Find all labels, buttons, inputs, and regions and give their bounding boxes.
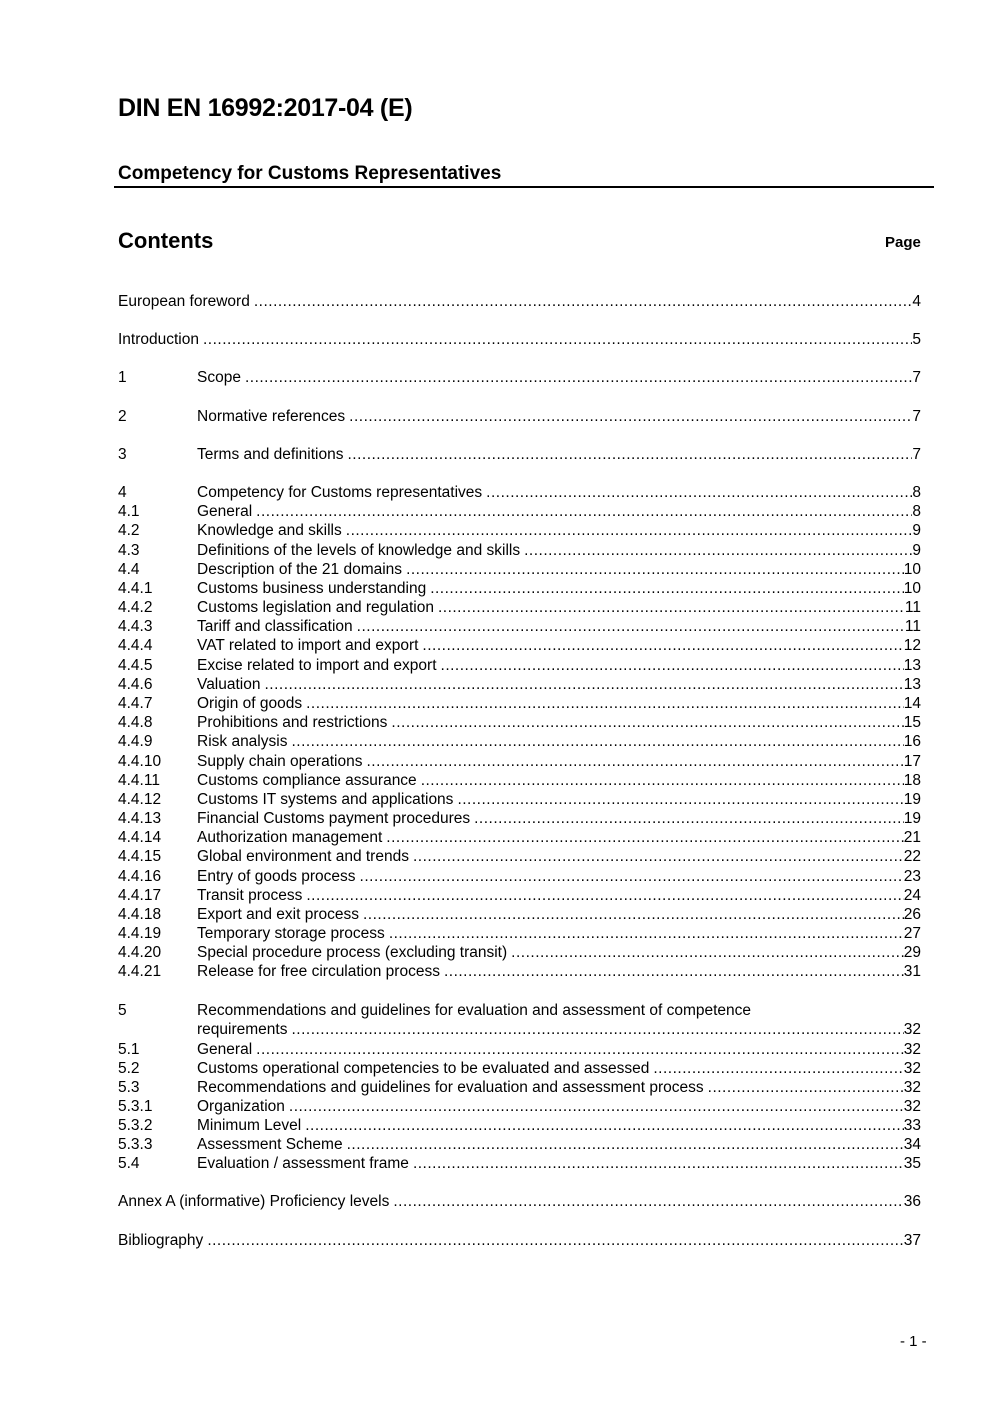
toc-entry[interactable] xyxy=(118,905,921,925)
toc-entry-label: Special procedure process (excluding transit) xyxy=(197,944,508,961)
toc-entry-label: Organization xyxy=(197,1098,285,1115)
toc-entry-label: Competency for Customs representatives xyxy=(197,484,483,501)
toc-dot-leader xyxy=(413,847,904,867)
toc-entry-page: 10 xyxy=(903,580,921,597)
toc-entry-page: 13 xyxy=(903,676,921,693)
toc-dot-leader xyxy=(207,1231,903,1251)
toc-entry-number: 5.1 xyxy=(118,1041,140,1058)
toc-entry[interactable] xyxy=(118,292,921,312)
toc-entry-label: General xyxy=(197,503,253,520)
toc-entry[interactable] xyxy=(118,809,921,829)
toc-entry[interactable] xyxy=(118,713,921,733)
toc-entry-label: Terms and definitions xyxy=(197,446,344,463)
toc-entry-label: requirements xyxy=(197,1021,288,1038)
toc-dot-leader xyxy=(708,1078,904,1098)
toc-dot-leader xyxy=(360,867,904,887)
toc-entry[interactable] xyxy=(118,502,921,522)
toc-entry[interactable] xyxy=(118,483,921,503)
toc-entry-page: 5 xyxy=(912,331,921,348)
toc-entry-page: 9 xyxy=(912,522,921,539)
toc-entry[interactable] xyxy=(118,790,921,810)
toc-dot-leader xyxy=(386,828,903,848)
toc-entry[interactable] xyxy=(118,867,921,887)
toc-entry-label: Evaluation / assessment frame xyxy=(197,1155,409,1172)
toc-entry-label: Prohibitions and restrictions xyxy=(197,714,388,731)
toc-entry-label: Origin of goods xyxy=(197,695,303,712)
toc-entry-page: 24 xyxy=(903,887,921,904)
toc-entry[interactable] xyxy=(118,617,921,637)
toc-entry-label: European foreword xyxy=(118,293,250,310)
toc-entry[interactable] xyxy=(118,560,921,580)
toc-entry-number: 4.3 xyxy=(118,542,140,559)
toc-entry-label: Temporary storage process xyxy=(197,925,385,942)
toc-dot-leader xyxy=(349,407,912,427)
toc-entry-number: 4.4.10 xyxy=(118,753,162,770)
toc-entry[interactable] xyxy=(118,1231,921,1251)
toc-entry-label: VAT related to import and export xyxy=(197,637,419,654)
toc-entry[interactable] xyxy=(118,1078,921,1098)
toc-entry-number: 4.4.15 xyxy=(118,848,162,865)
toc-entry-number: 4.4.2 xyxy=(118,599,153,616)
toc-entry-page: 31 xyxy=(903,963,921,980)
toc-entry-number: 4.4.17 xyxy=(118,887,162,904)
toc-dot-leader xyxy=(254,292,913,312)
toc-dot-leader xyxy=(421,771,904,791)
toc-entry[interactable] xyxy=(118,771,921,791)
toc-entry[interactable] xyxy=(118,847,921,867)
toc-entry-label: Entry of goods process xyxy=(197,868,356,885)
toc-dot-leader xyxy=(438,598,905,618)
toc-entry-page: 11 xyxy=(904,618,921,635)
toc-entry-label: Description of the 21 domains xyxy=(197,561,403,578)
toc-entry-label: Financial Customs payment procedures xyxy=(197,810,471,827)
toc-entry-number: 4.4 xyxy=(118,561,140,578)
toc-entry-page: 8 xyxy=(912,484,921,501)
toc-entry-page: 14 xyxy=(903,695,921,712)
toc-entry-label: Authorization management xyxy=(197,829,383,846)
document-title: DIN EN 16992:2017-04 (E) xyxy=(118,94,413,122)
toc-entry-label: Release for free circulation process xyxy=(197,963,440,980)
toc-dot-leader xyxy=(474,809,904,829)
toc-entry-page: 32 xyxy=(903,1041,921,1058)
toc-entry-number: 4.2 xyxy=(118,522,140,539)
toc-entry-number: 4.4.11 xyxy=(118,772,160,789)
toc-entry-page: 15 xyxy=(903,714,921,731)
toc-entry-label: Assessment Scheme xyxy=(197,1136,343,1153)
toc-entry-page: 32 xyxy=(903,1021,921,1038)
toc-entry-page: 13 xyxy=(903,657,921,674)
toc-dot-leader xyxy=(524,541,912,561)
toc-entry[interactable] xyxy=(118,1059,921,1079)
toc-entry-number: 4.4.14 xyxy=(118,829,162,846)
toc-entry[interactable] xyxy=(118,1154,921,1174)
toc-entry[interactable] xyxy=(118,330,921,350)
toc-entry-title-line: Recommendations and guidelines for evaluation and assessment of competence xyxy=(197,1002,752,1019)
toc-entry[interactable] xyxy=(118,579,921,599)
toc-entry-label: Annex A (informative) Proficiency levels xyxy=(118,1193,390,1210)
toc-entry-page: 35 xyxy=(903,1155,921,1172)
toc-dot-leader xyxy=(347,1135,904,1155)
toc-entry[interactable] xyxy=(118,1116,921,1136)
toc-entry[interactable] xyxy=(118,407,921,427)
toc-entry-number: 2 xyxy=(118,408,127,425)
toc-entry[interactable] xyxy=(118,924,921,944)
toc-entry-page: 29 xyxy=(903,944,921,961)
toc-dot-leader xyxy=(306,694,904,714)
toc-entry-number: 3 xyxy=(118,446,127,463)
toc-dot-leader xyxy=(430,579,904,599)
toc-dot-leader xyxy=(457,790,903,810)
toc-entry-page: 33 xyxy=(903,1117,921,1134)
toc-entry-number: 5.2 xyxy=(118,1060,140,1077)
toc-entry-label: Valuation xyxy=(197,676,261,693)
toc-entry[interactable] xyxy=(118,694,921,714)
toc-entry[interactable] xyxy=(118,1192,921,1212)
toc-dot-leader xyxy=(511,943,904,963)
toc-entry-label: Introduction xyxy=(118,331,199,348)
toc-entry-page: 11 xyxy=(904,599,921,616)
toc-entry-number: 4.4.13 xyxy=(118,810,162,827)
toc-entry-number: 4.4.21 xyxy=(118,963,162,980)
toc-entry-label: Normative references xyxy=(197,408,346,425)
toc-entry-number: 4.4.3 xyxy=(118,618,153,635)
toc-entry[interactable] xyxy=(118,752,921,772)
toc-dot-leader xyxy=(256,1040,904,1060)
toc-entry[interactable] xyxy=(118,732,921,752)
toc-entry-number: 4.4.6 xyxy=(118,676,153,693)
toc-dot-leader xyxy=(289,1097,904,1117)
toc-entry-label: Customs business understanding xyxy=(197,580,427,597)
toc-entry-number: 1 xyxy=(118,369,127,386)
toc-entry[interactable] xyxy=(118,962,921,982)
toc-entry-page: 17 xyxy=(903,753,921,770)
toc-dot-leader xyxy=(406,560,904,580)
toc-entry-label: Global environment and trends xyxy=(197,848,409,865)
toc-entry-number: 4.4.12 xyxy=(118,791,162,808)
toc-dot-leader xyxy=(389,924,904,944)
toc-dot-leader xyxy=(486,483,912,503)
toc-entry[interactable] xyxy=(118,541,921,561)
toc-entry-page: 27 xyxy=(903,925,921,942)
toc-entry-number: 4.4.5 xyxy=(118,657,153,674)
toc-dot-leader xyxy=(346,521,913,541)
toc-dot-leader xyxy=(653,1059,903,1079)
toc-entry[interactable] xyxy=(118,1135,921,1155)
toc-dot-leader xyxy=(366,752,903,772)
page-number: - 1 - xyxy=(900,1333,927,1350)
toc-entry-page: 36 xyxy=(903,1193,921,1210)
toc-entry-label: Excise related to import and export xyxy=(197,657,437,674)
toc-dot-leader xyxy=(422,636,903,656)
toc-entry-number: 4.1 xyxy=(118,503,140,520)
toc-dot-leader xyxy=(363,905,904,925)
toc-entry-label: Customs operational competencies to be evaluated and assessed xyxy=(197,1060,650,1077)
toc-entry-page: 23 xyxy=(903,868,921,885)
toc-entry[interactable] xyxy=(118,521,921,541)
toc-entry[interactable] xyxy=(118,368,921,388)
toc-entry-page: 21 xyxy=(903,829,921,846)
toc-entry-number: 4.4.1 xyxy=(118,580,153,597)
toc-entry[interactable] xyxy=(118,445,921,465)
toc-entry-label: General xyxy=(197,1041,253,1058)
toc-dot-leader xyxy=(347,445,912,465)
toc-entry-page: 8 xyxy=(912,503,921,520)
toc-entry-number: 4.4.20 xyxy=(118,944,162,961)
title-divider xyxy=(114,186,934,188)
toc-entry-label: Transit process xyxy=(197,887,303,904)
toc-dot-leader xyxy=(291,1020,903,1040)
toc-dot-leader xyxy=(413,1154,904,1174)
toc-entry[interactable] xyxy=(118,828,921,848)
toc-entry[interactable] xyxy=(118,598,921,618)
toc-entry-page: 34 xyxy=(903,1136,921,1153)
toc-dot-leader xyxy=(306,886,903,906)
toc-entry-label: Scope xyxy=(197,369,241,386)
toc-entry[interactable] xyxy=(118,1040,921,1060)
toc-dot-leader xyxy=(264,675,903,695)
contents-heading: Contents xyxy=(118,228,214,253)
toc-entry-page: 4 xyxy=(912,293,921,310)
toc-entry-label: Risk analysis xyxy=(197,733,288,750)
toc-entry-number: 4.4.7 xyxy=(118,695,153,712)
page-column-heading: Page xyxy=(885,234,921,251)
toc-dot-leader xyxy=(256,502,912,522)
toc-entry[interactable] xyxy=(118,1097,921,1117)
toc-entry-page: 9 xyxy=(912,542,921,559)
toc-dot-leader xyxy=(291,732,903,752)
toc-entry-label: Customs compliance assurance xyxy=(197,772,417,789)
toc-entry[interactable] xyxy=(118,1001,921,1038)
toc-entry-label: Customs IT systems and applications xyxy=(197,791,454,808)
toc-entry-number: 5.4 xyxy=(118,1155,140,1172)
toc-entry-page: 22 xyxy=(903,848,921,865)
toc-entry-page: 37 xyxy=(903,1232,921,1249)
toc-entry-page: 7 xyxy=(912,446,921,463)
toc-entry-page: 26 xyxy=(903,906,921,923)
toc-entry-number: 5.3.2 xyxy=(118,1117,153,1134)
toc-entry[interactable] xyxy=(118,656,921,676)
toc-entry-label: Tariff and classification xyxy=(197,618,353,635)
toc-entry-page: 32 xyxy=(903,1060,921,1077)
toc-dot-leader xyxy=(245,368,912,388)
toc-entry-page: 19 xyxy=(903,791,921,808)
toc-entry-number: 4.4.8 xyxy=(118,714,153,731)
toc-entry[interactable] xyxy=(118,886,921,906)
toc-dot-leader xyxy=(357,617,905,637)
toc-entry-page: 18 xyxy=(903,772,921,789)
toc-entry-number: 5.3.3 xyxy=(118,1136,153,1153)
toc-entry-number: 4 xyxy=(118,484,127,501)
toc-entry[interactable] xyxy=(118,636,921,656)
toc-entry-label: Definitions of the levels of knowledge and skills xyxy=(197,542,521,559)
toc-entry-page: 7 xyxy=(912,369,921,386)
toc-entry-number: 5 xyxy=(118,1002,127,1019)
toc-entry-page: 32 xyxy=(903,1079,921,1096)
toc-entry-label: Minimum Level xyxy=(197,1117,302,1134)
toc-entry-number: 5.3 xyxy=(118,1079,140,1096)
toc-entry[interactable] xyxy=(118,675,921,695)
toc-entry-number: 4.4.16 xyxy=(118,868,162,885)
toc-entry-label: Bibliography xyxy=(118,1232,204,1249)
toc-entry-number: 4.4.18 xyxy=(118,906,162,923)
toc-entry-page: 10 xyxy=(903,561,921,578)
toc-dot-leader xyxy=(203,330,912,350)
toc-dot-leader xyxy=(391,713,903,733)
document-subtitle: Competency for Customs Representatives xyxy=(118,163,502,184)
toc-entry-page: 16 xyxy=(903,733,921,750)
toc-entry-label: Recommendations and guidelines for evaluation and assessment process xyxy=(197,1079,704,1096)
toc-entry-number: 5.3.1 xyxy=(118,1098,153,1115)
toc-entry-page: 12 xyxy=(903,637,921,654)
toc-entry-number: 4.4.4 xyxy=(118,637,153,654)
toc-entry-page: 19 xyxy=(903,810,921,827)
toc-dot-leader xyxy=(393,1192,903,1212)
toc-entry-page: 32 xyxy=(903,1098,921,1115)
toc-dot-leader xyxy=(441,656,904,676)
toc-entry-number: 4.4.19 xyxy=(118,925,162,942)
toc-entry-label: Supply chain operations xyxy=(197,753,363,770)
toc-entry-label: Customs legislation and regulation xyxy=(197,599,434,616)
toc-entry-label: Knowledge and skills xyxy=(197,522,342,539)
toc-entry[interactable] xyxy=(118,943,921,963)
toc-dot-leader xyxy=(444,962,904,982)
toc-dot-leader xyxy=(305,1116,904,1136)
toc-entry-number: 4.4.9 xyxy=(118,733,153,750)
toc-entry-page: 7 xyxy=(912,408,921,425)
toc-entry-label: Export and exit process xyxy=(197,906,359,923)
